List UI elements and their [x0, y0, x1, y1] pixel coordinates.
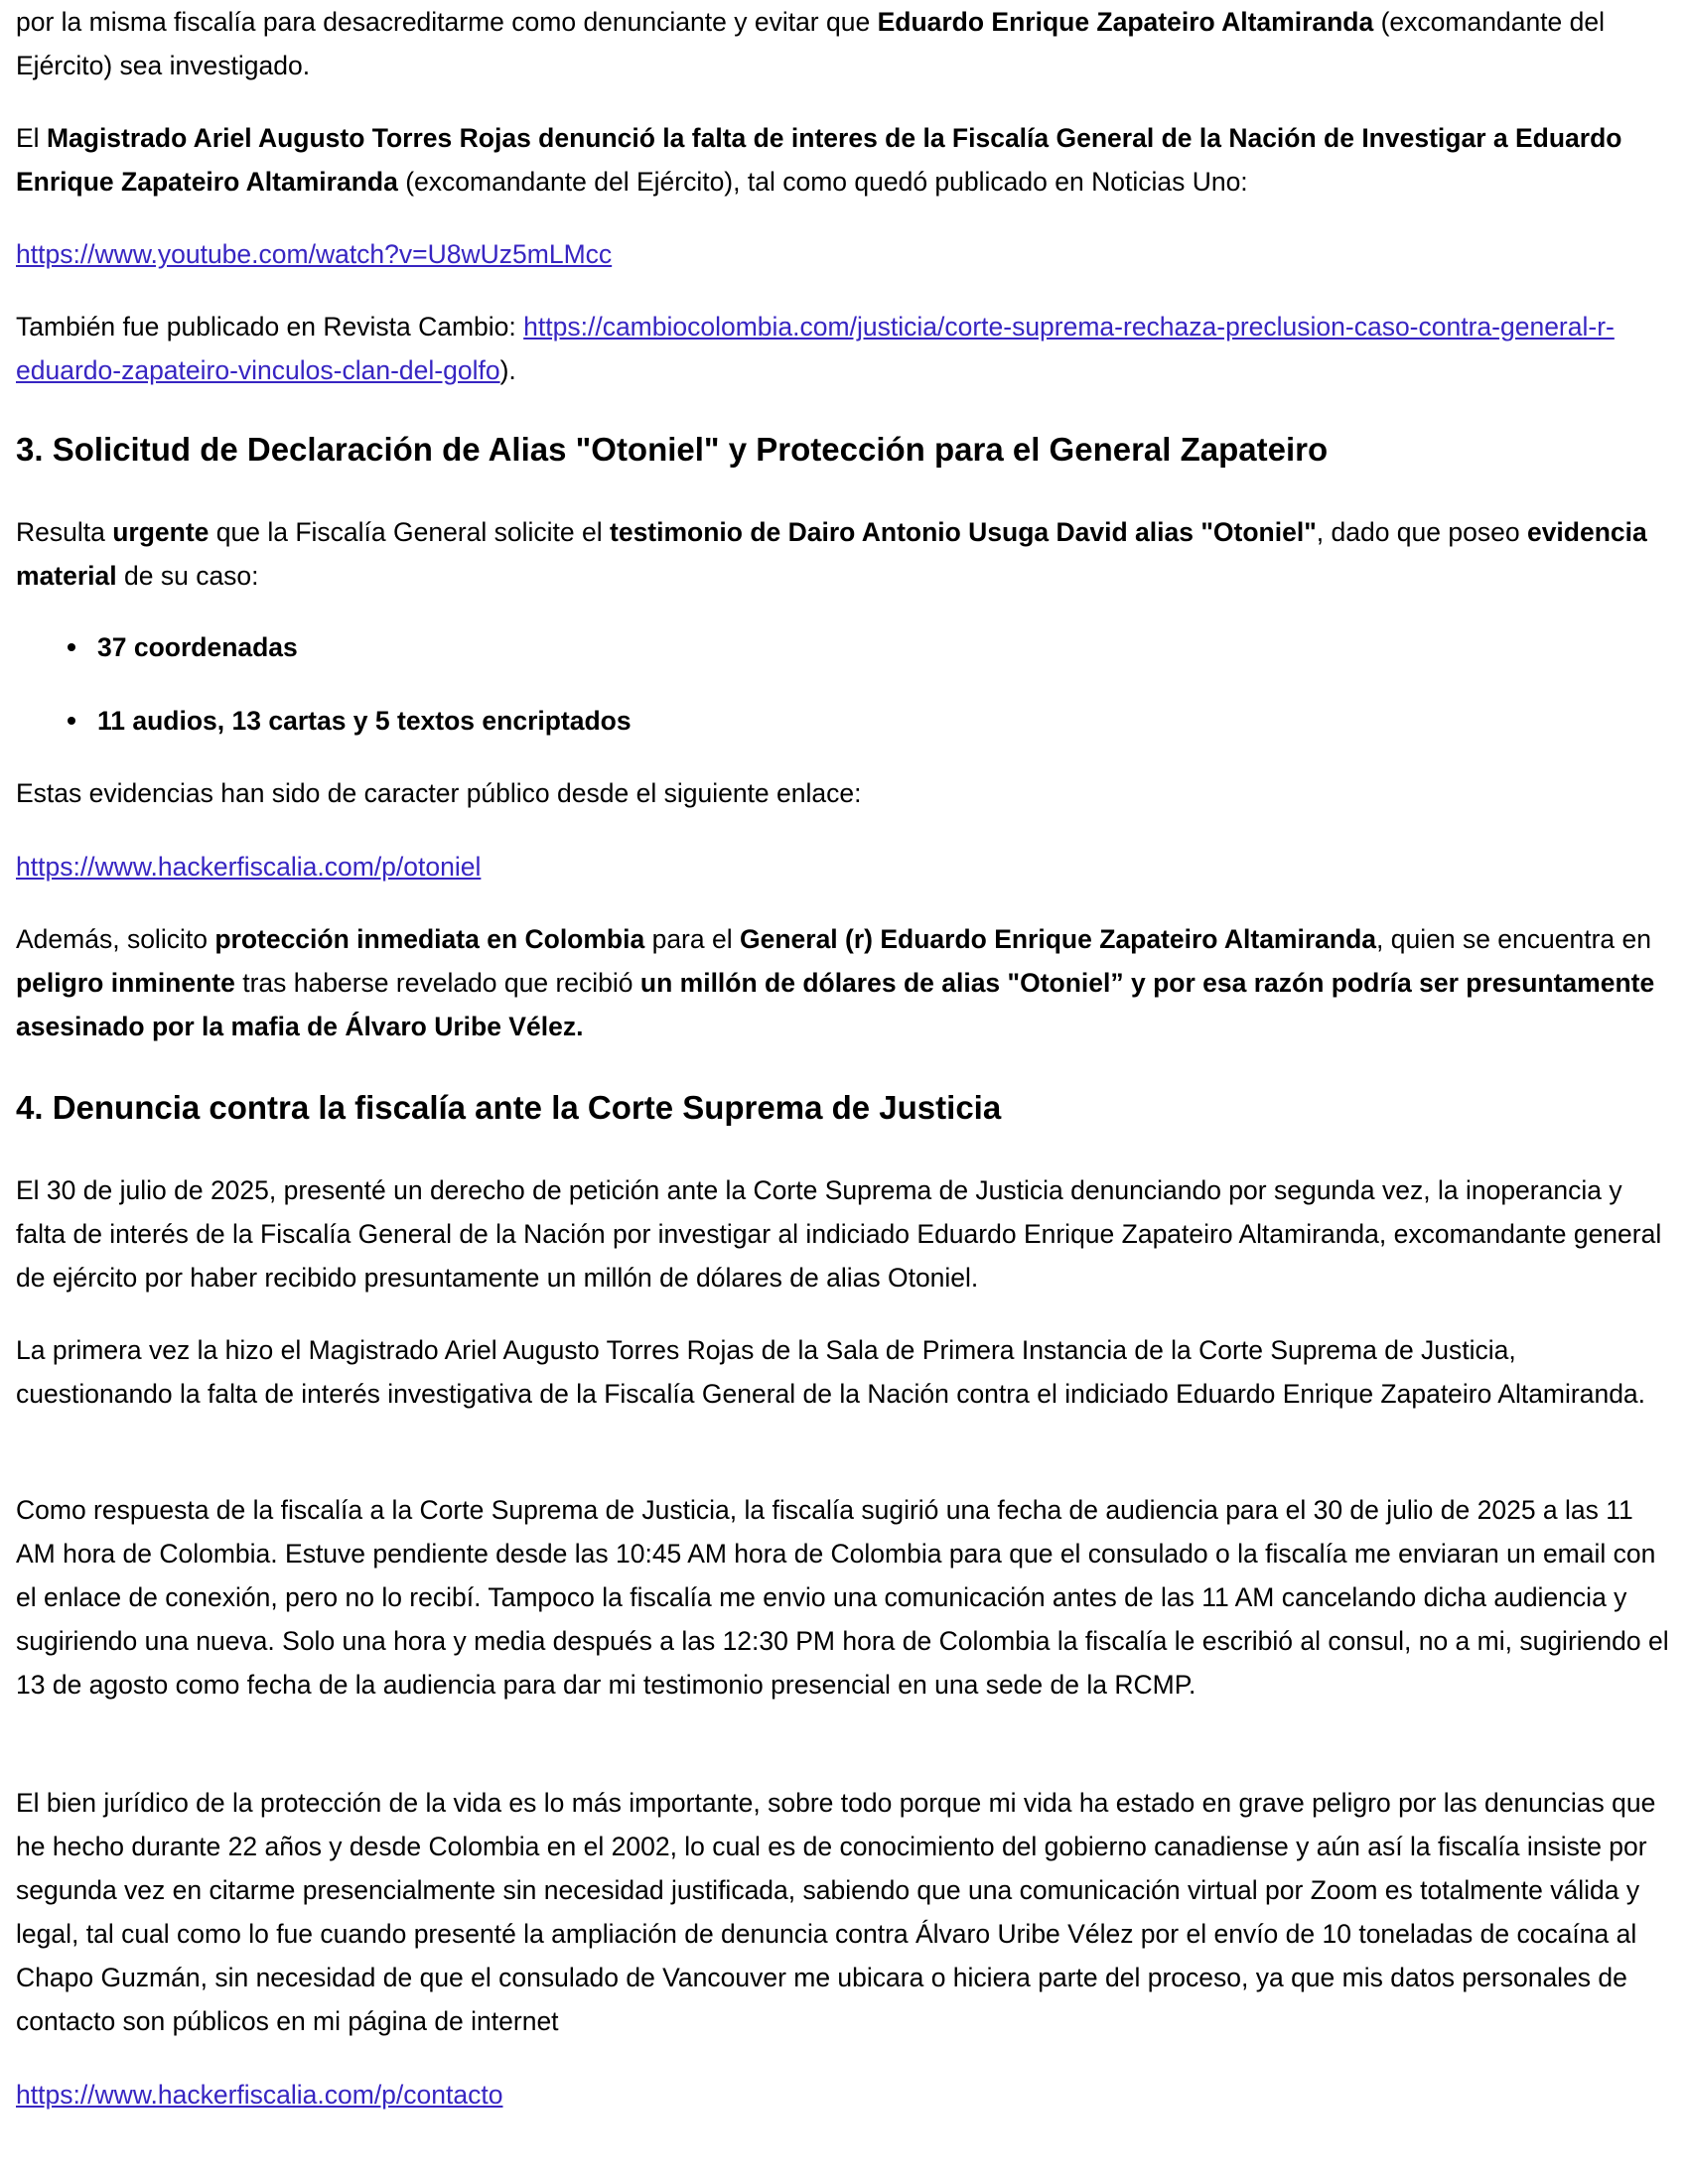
text: , quien se encuentra en [1376, 924, 1652, 954]
paragraph-hearing-response: Como respuesta de la fiscalía a la Corte Suprema de Justicia, la fiscalía sugirió una fecha de audiencia para el 30 de julio de 2025 a las 11 AM hora de Colombia. Estuve pendiente desde las 10:45 AM hora de Colombia para que el consulado o la fiscalía me enviaran un email con el enlace de conexión, pero no lo recibí. Tampoco la fiscalía me envio una comunicación antes de las 11 AM cancelando dicha audiencia y sugiriendo una nueva. Solo una hora y media después a las 12:30 PM hora de Colombia la fiscalía le escribió al consul, no a mi, sugiriendo el 13 de agosto como fecha de la audiencia para dar mi testimonio presencial en una sede de la RCMP. [16, 1495, 1669, 1700]
bullet-icon [68, 717, 75, 725]
bold-text: Magistrado Ariel Augusto Torres Rojas denunció la falta de interes de la Fiscalía General de la Nación de Investigar a Eduardo Enrique Zapateiro Altamiranda [16, 123, 1622, 197]
text: , dado que poseo [1316, 517, 1527, 547]
bullet-icon [68, 643, 75, 651]
text: de su caso: [116, 561, 259, 591]
bold-text: un millón de dólares de alias "Otoniel” y por esa razón podría ser presuntamente asesinado por la mafia de Álvaro Uribe Vélez. [16, 968, 1655, 1041]
text: (excomandante del Ejército), tal como quedó publicado en Noticias Uno: [397, 167, 1248, 197]
youtube-link[interactable]: https://www.youtube.com/watch?v=U8wUz5mLMcc [16, 239, 613, 269]
paragraph-otoniel-request [16, 510, 1676, 598]
bold-text: testimonio de Dairo Antonio Usuga David alias "Otoniel" [610, 517, 1317, 547]
paragraph-protection [16, 917, 1676, 1048]
bold-text: General (r) Eduardo Enrique Zapateiro Altamiranda [739, 924, 1377, 954]
bold-text: Eduardo Enrique Zapateiro Altamiranda [877, 7, 1374, 37]
paragraph-magistrado [16, 116, 1676, 204]
list-item [97, 625, 1686, 669]
section-heading-4: 4. Denuncia contra la fiscalía ante la Corte Suprema de Justicia [16, 1089, 1002, 1126]
text: También fue publicado en Revista Cambio: [16, 312, 524, 341]
bold-text: protección inmediata en Colombia [214, 924, 645, 954]
section-heading-3: 3. Solicitud de Declaración de Alias "Otoniel" y Protección para el General Zapateiro [16, 431, 1329, 468]
bold-text: peligro inminente [16, 968, 235, 998]
paragraph-contacto-link [16, 2073, 1676, 2116]
text: El [16, 123, 47, 153]
paragraph-evidence-public: Estas evidencias han sido de caracter público desde el siguiente enlace: [16, 778, 862, 808]
bold-text: 37 coordenadas [97, 632, 298, 662]
paragraph-youtube-link [16, 232, 1676, 276]
text: ). [499, 355, 516, 385]
paragraph-petition: El 30 de julio de 2025, presenté un derecho de petición ante la Corte Suprema de Justicia denunciando por segunda vez, la inoperancia y falta de interés de la Fiscalía General de la Nación por investigar al indiciado Eduardo Enrique Zapateiro Altamiranda, excomandante general de ejército por haber recibido presuntamente un millón de dólares de alias Otoniel. [16, 1175, 1662, 1293]
text: que la Fiscalía General solicite el [209, 517, 610, 547]
bold-text: urgente [112, 517, 210, 547]
text: (excomandante del Ejército) sea investigado. [16, 7, 1606, 80]
text: tras haberse revelado que recibió [234, 968, 640, 998]
paragraph-intro [16, 0, 1676, 87]
otoniel-link[interactable]: https://www.hackerfiscalia.com/p/otoniel [16, 852, 482, 882]
text: Además, solicito [16, 924, 215, 954]
evidence-list [16, 625, 1686, 743]
bold-text: 11 audios, 13 cartas y 5 textos encriptados [97, 706, 632, 736]
contacto-link[interactable]: https://www.hackerfiscalia.com/p/contacto [16, 2080, 503, 2110]
list-item [97, 699, 1686, 743]
cambio-link[interactable]: https://cambiocolombia.com/justicia/corte-suprema-rechaza-preclusion-caso-contra-general-r-eduardo-zapateiro-vinculos-clan-del-golfo [16, 312, 1615, 385]
bold-text: evidencia material [16, 517, 1647, 591]
paragraph-legal-right: El bien jurídico de la protección de la vida es lo más importante, sobre todo porque mi vida ha estado en grave peligro por las denuncias que he hecho durante 22 años y desde Colombia en el 2002, lo cual es de conocimiento del gobierno canadiense y aún así la fiscalía insiste por segunda vez en citarme presencialmente sin necesidad justificada, sabiendo que una comunicación virtual por Zoom es totalmente válida y legal, tal cual como lo fue cuando presenté la ampliación de denuncia contra Álvaro Uribe Vélez por el envío de 10 toneladas de cocaína al Chapo Guzmán, sin necesidad de que el consulado de Vancouver me ubicara o hiciera parte del proceso, ya que mis datos personales de contacto son públicos en mi página de internet [16, 1788, 1656, 2036]
text: para el [644, 924, 740, 954]
text: por la misma fiscalía para desacreditarme como denunciante y evitar que [16, 7, 878, 37]
paragraph-first-time: La primera vez la hizo el Magistrado Ariel Augusto Torres Rojas de la Sala de Primera Instancia de la Corte Suprema de Justicia, cuestionando la falta de interés investigativa de la Fiscalía General de la Nación contra el indiciado Eduardo Enrique Zapateiro Altamiranda. [16, 1335, 1646, 1409]
text: Resulta [16, 517, 113, 547]
paragraph-otoniel-link [16, 845, 1676, 888]
paragraph-cambio [16, 305, 1676, 392]
